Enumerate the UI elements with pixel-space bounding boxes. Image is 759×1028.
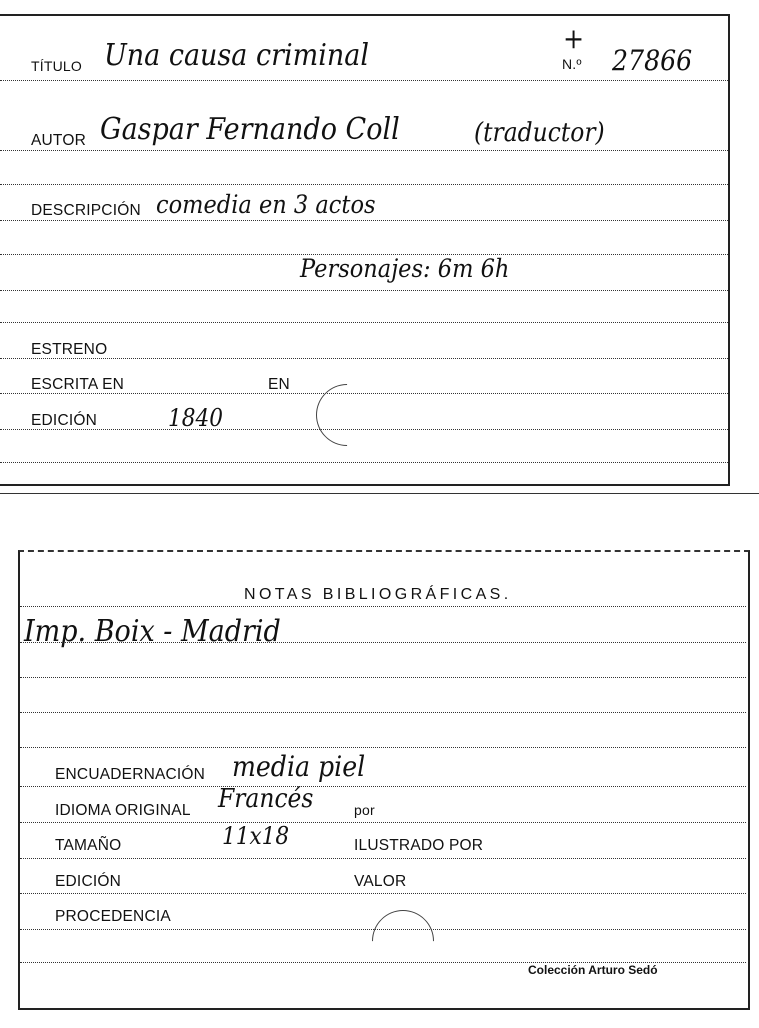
ruled-line (20, 786, 746, 787)
ruled-line (0, 150, 728, 151)
ruled-line (20, 858, 746, 859)
personajes-handwritten: Personajes: 6m 6h (300, 254, 510, 283)
ruled-line (0, 80, 728, 81)
idioma-label: IDIOMA ORIGINAL (55, 802, 191, 819)
titulo-label: TÍTULO (31, 58, 82, 74)
edicion-label-bottom: EDICIÓN (55, 873, 121, 890)
encuadernacion-label: ENCUADERNACIÓN (55, 766, 206, 783)
ruled-line (20, 747, 746, 748)
ruled-line (0, 220, 728, 221)
valor-label: VALOR (354, 873, 407, 890)
ruled-line (20, 712, 746, 713)
cross-mark: + (563, 22, 585, 55)
titulo-handwritten: Una causa criminal (104, 38, 369, 73)
ruled-line (20, 677, 746, 678)
idioma-handwritten: Francés (218, 784, 314, 814)
notas-heading: NOTAS BIBLIOGRÁFICAS. (244, 586, 512, 603)
encuadernacion-handwritten: media piel (232, 750, 366, 783)
ruled-line (0, 290, 728, 291)
ruled-line (20, 893, 746, 894)
ruled-line (0, 322, 728, 323)
descripcion-handwritten: comedia en 3 actos (156, 190, 376, 219)
numero-label: N.º (562, 56, 582, 72)
en-label: EN (268, 376, 290, 393)
edicion-handwritten: 1840 (168, 404, 223, 432)
tamano-label: TAMAÑO (55, 837, 122, 854)
ruled-line (0, 184, 728, 185)
card-divider (0, 493, 759, 494)
ruled-line (20, 822, 746, 823)
escrita-en-label: ESCRITA EN (31, 376, 125, 393)
autor-note-handwritten: (traductor) (474, 118, 605, 148)
ruled-line (20, 606, 746, 607)
ruled-line (0, 462, 728, 463)
edicion-label: EDICIÓN (31, 412, 97, 429)
ilustrado-label: ILUSTRADO POR (354, 837, 484, 854)
procedencia-label: PROCEDENCIA (55, 908, 171, 925)
autor-handwritten: Gaspar Fernando Coll (100, 112, 400, 147)
imprenta-handwritten: Imp. Boix - Madrid (24, 614, 281, 649)
por-label: por (354, 802, 375, 818)
coleccion-stamp: Colección Arturo Sedó (528, 963, 658, 977)
tamano-handwritten: 11x18 (222, 822, 290, 850)
numero-handwritten: 27866 (612, 44, 693, 77)
descripcion-label: DESCRIPCIÓN (31, 202, 141, 219)
autor-label: AUTOR (31, 132, 86, 149)
estreno-label: ESTRENO (31, 341, 108, 358)
ruled-line (0, 358, 728, 359)
